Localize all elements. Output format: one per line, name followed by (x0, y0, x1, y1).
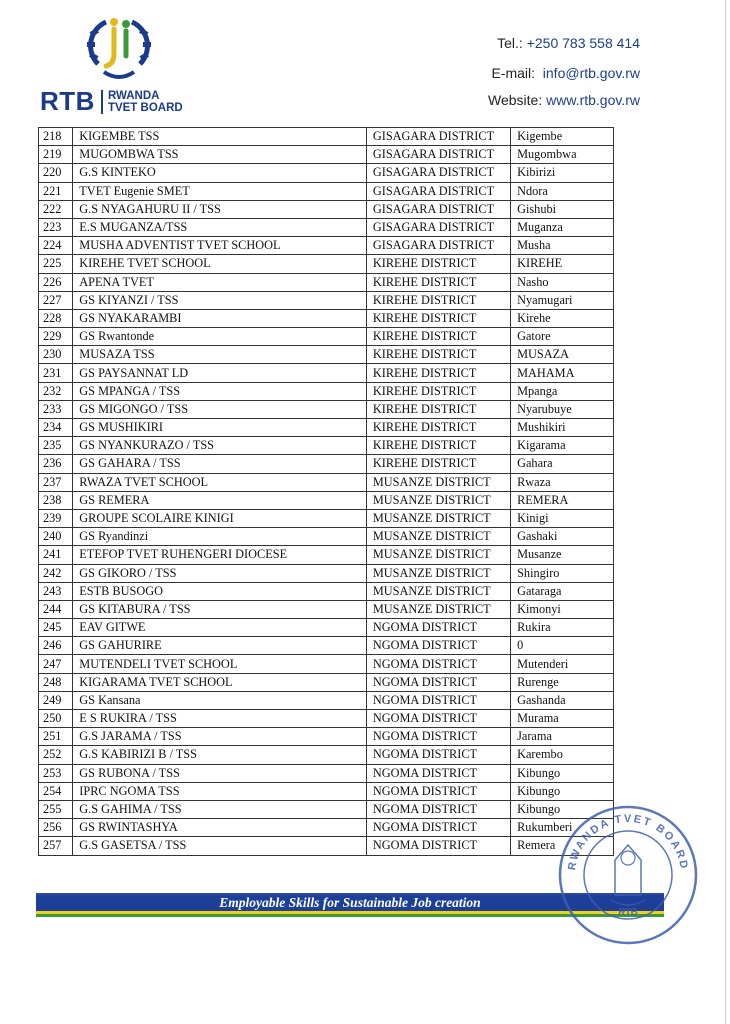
row-number: 231 (39, 364, 73, 382)
school-name: KIGEMBE TSS (73, 128, 367, 146)
district-name: GISAGARA DISTRICT (366, 164, 510, 182)
district-name: MUSANZE DISTRICT (366, 509, 510, 527)
district-name: NGOMA DISTRICT (366, 746, 510, 764)
district-name: KIREHE DISTRICT (366, 255, 510, 273)
school-name: ETEFOP TVET RUHENGERI DIOCESE (73, 546, 367, 564)
sector-name: Gashanda (511, 691, 614, 709)
tel-value: +250 783 558 414 (526, 35, 640, 51)
school-name: GS GAHARA / TSS (73, 455, 367, 473)
row-number: 251 (39, 728, 73, 746)
table-row (39, 764, 614, 782)
sector-name: Kibungo (511, 764, 614, 782)
row-number: 253 (39, 764, 73, 782)
school-name: G.S KINTEKO (73, 164, 367, 182)
district-name: NGOMA DISTRICT (366, 819, 510, 837)
school-name: MUGOMBWA TSS (73, 146, 367, 164)
table-row (39, 528, 614, 546)
row-number: 219 (39, 146, 73, 164)
sector-name: Karembo (511, 746, 614, 764)
school-name: E.S MUGANZA/TSS (73, 218, 367, 236)
school-name: APENA TVET (73, 273, 367, 291)
schools-table-body (39, 128, 614, 856)
district-name: NGOMA DISTRICT (366, 837, 510, 855)
row-number: 244 (39, 600, 73, 618)
district-name: MUSANZE DISTRICT (366, 473, 510, 491)
table-row (39, 164, 614, 182)
row-number: 227 (39, 291, 73, 309)
logo-name (108, 90, 183, 114)
school-name: GS GIKORO / TSS (73, 564, 367, 582)
sector-name: Gataraga (511, 582, 614, 600)
district-name: KIREHE DISTRICT (366, 328, 510, 346)
logo-abbreviation: RTB (40, 86, 95, 116)
schools-table (38, 127, 614, 856)
table-row (39, 328, 614, 346)
district-name: KIREHE DISTRICT (366, 400, 510, 418)
district-name: KIREHE DISTRICT (366, 291, 510, 309)
district-name: MUSANZE DISTRICT (366, 528, 510, 546)
sector-name: Musha (511, 237, 614, 255)
row-number: 220 (39, 164, 73, 182)
row-number: 254 (39, 782, 73, 800)
row-number: 252 (39, 746, 73, 764)
table-row (39, 218, 614, 236)
school-name: GS KITABURA / TSS (73, 600, 367, 618)
school-name: GS Rwantonde (73, 328, 367, 346)
sector-name: Musanze (511, 546, 614, 564)
row-number: 224 (39, 237, 73, 255)
row-number: 229 (39, 328, 73, 346)
district-name: KIREHE DISTRICT (366, 419, 510, 437)
sector-name: Kirehe (511, 309, 614, 327)
table-row (39, 837, 614, 855)
district-name: NGOMA DISTRICT (366, 710, 510, 728)
table-row (39, 800, 614, 818)
sector-name: Gashaki (511, 528, 614, 546)
table-row (39, 782, 614, 800)
district-name: GISAGARA DISTRICT (366, 146, 510, 164)
district-name: NGOMA DISTRICT (366, 619, 510, 637)
district-name: MUSANZE DISTRICT (366, 582, 510, 600)
contact-email (491, 65, 640, 81)
table-row (39, 128, 614, 146)
table-row (39, 710, 614, 728)
table-row (39, 309, 614, 327)
row-number: 248 (39, 673, 73, 691)
sector-name: Nyamugari (511, 291, 614, 309)
district-name: GISAGARA DISTRICT (366, 200, 510, 218)
sector-name: Kinigi (511, 509, 614, 527)
stamp-text-bottom: RTB (617, 906, 639, 919)
tel-label: Tel.: (497, 35, 523, 51)
row-number: 247 (39, 655, 73, 673)
district-name: KIREHE DISTRICT (366, 273, 510, 291)
table-row (39, 746, 614, 764)
row-number: 240 (39, 528, 73, 546)
school-name: GS RWINTASHYA (73, 819, 367, 837)
table-row (39, 182, 614, 200)
sector-name: Kimonyi (511, 600, 614, 618)
school-name: E S RUKIRA / TSS (73, 710, 367, 728)
table-row (39, 382, 614, 400)
row-number: 256 (39, 819, 73, 837)
school-name: GS MIGONGO / TSS (73, 400, 367, 418)
table-row (39, 691, 614, 709)
table-row (39, 491, 614, 509)
row-number: 235 (39, 437, 73, 455)
row-number: 241 (39, 546, 73, 564)
district-name: GISAGARA DISTRICT (366, 218, 510, 236)
table-row (39, 600, 614, 618)
sector-name: Nyarubuye (511, 400, 614, 418)
footer-slogan: Employable Skills for Sustainable Job creation (219, 895, 481, 910)
sector-name: Ndora (511, 182, 614, 200)
school-name: MUSHA ADVENTIST TVET SCHOOL (73, 237, 367, 255)
district-name: KIREHE DISTRICT (366, 309, 510, 327)
table-row (39, 546, 614, 564)
svg-text:RTB (617, 907, 638, 919)
district-name: KIREHE DISTRICT (366, 382, 510, 400)
sector-name: Jarama (511, 728, 614, 746)
sector-name: Rukira (511, 619, 614, 637)
row-number: 243 (39, 582, 73, 600)
rtb-logo (40, 12, 210, 116)
sector-name: Muganza (511, 218, 614, 236)
row-number: 228 (39, 309, 73, 327)
table-row (39, 673, 614, 691)
sector-name: MUSAZA (511, 346, 614, 364)
school-name: MUTENDELI TVET SCHOOL (73, 655, 367, 673)
district-name: MUSANZE DISTRICT (366, 564, 510, 582)
district-name: MUSANZE DISTRICT (366, 491, 510, 509)
row-number: 233 (39, 400, 73, 418)
row-number: 239 (39, 509, 73, 527)
school-name: G.S KABIRIZI B / TSS (73, 746, 367, 764)
gear-logo-icon (84, 12, 154, 84)
row-number: 237 (39, 473, 73, 491)
district-name: MUSANZE DISTRICT (366, 600, 510, 618)
table-row (39, 437, 614, 455)
sector-name: Kibungo (511, 782, 614, 800)
district-name: MUSANZE DISTRICT (366, 546, 510, 564)
row-number: 242 (39, 564, 73, 582)
school-name: G.S GASETSA / TSS (73, 837, 367, 855)
school-name: GS NYANKURAZO / TSS (73, 437, 367, 455)
website-label: Website: (488, 92, 543, 108)
school-name: G.S NYAGAHURU II / TSS (73, 200, 367, 218)
table-row (39, 255, 614, 273)
sector-name: Nasho (511, 273, 614, 291)
row-number: 257 (39, 837, 73, 855)
sector-name: Kibirizi (511, 164, 614, 182)
sector-name: REMERA (511, 491, 614, 509)
row-number: 249 (39, 691, 73, 709)
table-row (39, 637, 614, 655)
table-row (39, 364, 614, 382)
table-row (39, 419, 614, 437)
table-row (39, 619, 614, 637)
district-name: NGOMA DISTRICT (366, 673, 510, 691)
email-label: E-mail: (491, 65, 535, 81)
website-link[interactable]: www.rtb.gov.rw (546, 92, 640, 108)
row-number: 238 (39, 491, 73, 509)
school-name: EAV GITWE (73, 619, 367, 637)
row-number: 245 (39, 619, 73, 637)
sector-name: Mutenderi (511, 655, 614, 673)
table-row (39, 509, 614, 527)
table-row (39, 473, 614, 491)
sector-name: Remera (511, 837, 614, 855)
school-name: KIREHE TVET SCHOOL (73, 255, 367, 273)
sector-name: Mugombwa (511, 146, 614, 164)
sector-name: Mpanga (511, 382, 614, 400)
stamp-text-top: RWANDA TVET BOARD (566, 812, 690, 872)
district-name: NGOMA DISTRICT (366, 637, 510, 655)
table-row (39, 455, 614, 473)
row-number: 232 (39, 382, 73, 400)
school-name: GS KIYANZI / TSS (73, 291, 367, 309)
row-number: 255 (39, 800, 73, 818)
table-row (39, 819, 614, 837)
school-name: G.S JARAMA / TSS (73, 728, 367, 746)
school-name: GS RUBONA / TSS (73, 764, 367, 782)
district-name: NGOMA DISTRICT (366, 782, 510, 800)
sector-name: Kigarama (511, 437, 614, 455)
official-stamp-icon (553, 800, 703, 950)
table-row (39, 291, 614, 309)
contact-tel (497, 35, 640, 51)
sector-name: Gahara (511, 455, 614, 473)
school-name: GS MPANGA / TSS (73, 382, 367, 400)
logo-divider (101, 90, 103, 114)
school-name: G.S GAHIMA / TSS (73, 800, 367, 818)
table-row (39, 273, 614, 291)
table-row (39, 728, 614, 746)
table-row (39, 237, 614, 255)
table-row (39, 655, 614, 673)
row-number: 225 (39, 255, 73, 273)
sector-name: 0 (511, 637, 614, 655)
district-name: KIREHE DISTRICT (366, 437, 510, 455)
district-name: KIREHE DISTRICT (366, 346, 510, 364)
row-number: 226 (39, 273, 73, 291)
page-edge (725, 0, 726, 1024)
school-name: KIGARAMA TVET SCHOOL (73, 673, 367, 691)
school-name: GS Ryandinzi (73, 528, 367, 546)
table-row (39, 200, 614, 218)
school-name: MUSAZA TSS (73, 346, 367, 364)
school-name: GS NYAKARAMBI (73, 309, 367, 327)
district-name: NGOMA DISTRICT (366, 728, 510, 746)
sector-name: Mushikiri (511, 419, 614, 437)
email-link[interactable]: info@rtb.gov.rw (542, 65, 640, 81)
table-row (39, 400, 614, 418)
sector-name: Rurenge (511, 673, 614, 691)
table-row (39, 146, 614, 164)
logo-name-line1: RWANDA (107, 89, 160, 102)
sector-name: Kibungo (511, 800, 614, 818)
sector-name: MAHAMA (511, 364, 614, 382)
district-name: GISAGARA DISTRICT (366, 182, 510, 200)
school-name: IPRC NGOMA TSS (73, 782, 367, 800)
district-name: KIREHE DISTRICT (366, 455, 510, 473)
row-number: 230 (39, 346, 73, 364)
school-name: GS GAHURIRE (73, 637, 367, 655)
sector-name: Gatore (511, 328, 614, 346)
row-number: 218 (39, 128, 73, 146)
district-name: NGOMA DISTRICT (366, 691, 510, 709)
sector-name: KIREHE (511, 255, 614, 273)
row-number: 221 (39, 182, 73, 200)
sector-name: Murama (511, 710, 614, 728)
school-name: ESTB BUSOGO (73, 582, 367, 600)
sector-name: Kigembe (511, 128, 614, 146)
sector-name: Rwaza (511, 473, 614, 491)
sector-name: Gishubi (511, 200, 614, 218)
district-name: GISAGARA DISTRICT (366, 128, 510, 146)
row-number: 234 (39, 419, 73, 437)
school-name: GROUPE SCOLAIRE KINIGI (73, 509, 367, 527)
row-number: 250 (39, 710, 73, 728)
district-name: KIREHE DISTRICT (366, 364, 510, 382)
table-row (39, 582, 614, 600)
school-name: GS Kansana (73, 691, 367, 709)
school-name: GS PAYSANNAT LD (73, 364, 367, 382)
contact-website (488, 92, 640, 108)
sector-name: Rukumberi (511, 819, 614, 837)
row-number: 223 (39, 218, 73, 236)
district-name: NGOMA DISTRICT (366, 764, 510, 782)
row-number: 222 (39, 200, 73, 218)
district-name: GISAGARA DISTRICT (366, 237, 510, 255)
table-row (39, 564, 614, 582)
school-name: RWAZA TVET SCHOOL (73, 473, 367, 491)
school-name: GS MUSHIKIRI (73, 419, 367, 437)
row-number: 246 (39, 637, 73, 655)
row-number: 236 (39, 455, 73, 473)
table-row (39, 346, 614, 364)
school-name: TVET Eugenie SMET (73, 182, 367, 200)
district-name: NGOMA DISTRICT (366, 800, 510, 818)
logo-name-line2: TVET BOARD (107, 101, 183, 114)
sector-name: Shingiro (511, 564, 614, 582)
district-name: NGOMA DISTRICT (366, 655, 510, 673)
school-name: GS REMERA (73, 491, 367, 509)
